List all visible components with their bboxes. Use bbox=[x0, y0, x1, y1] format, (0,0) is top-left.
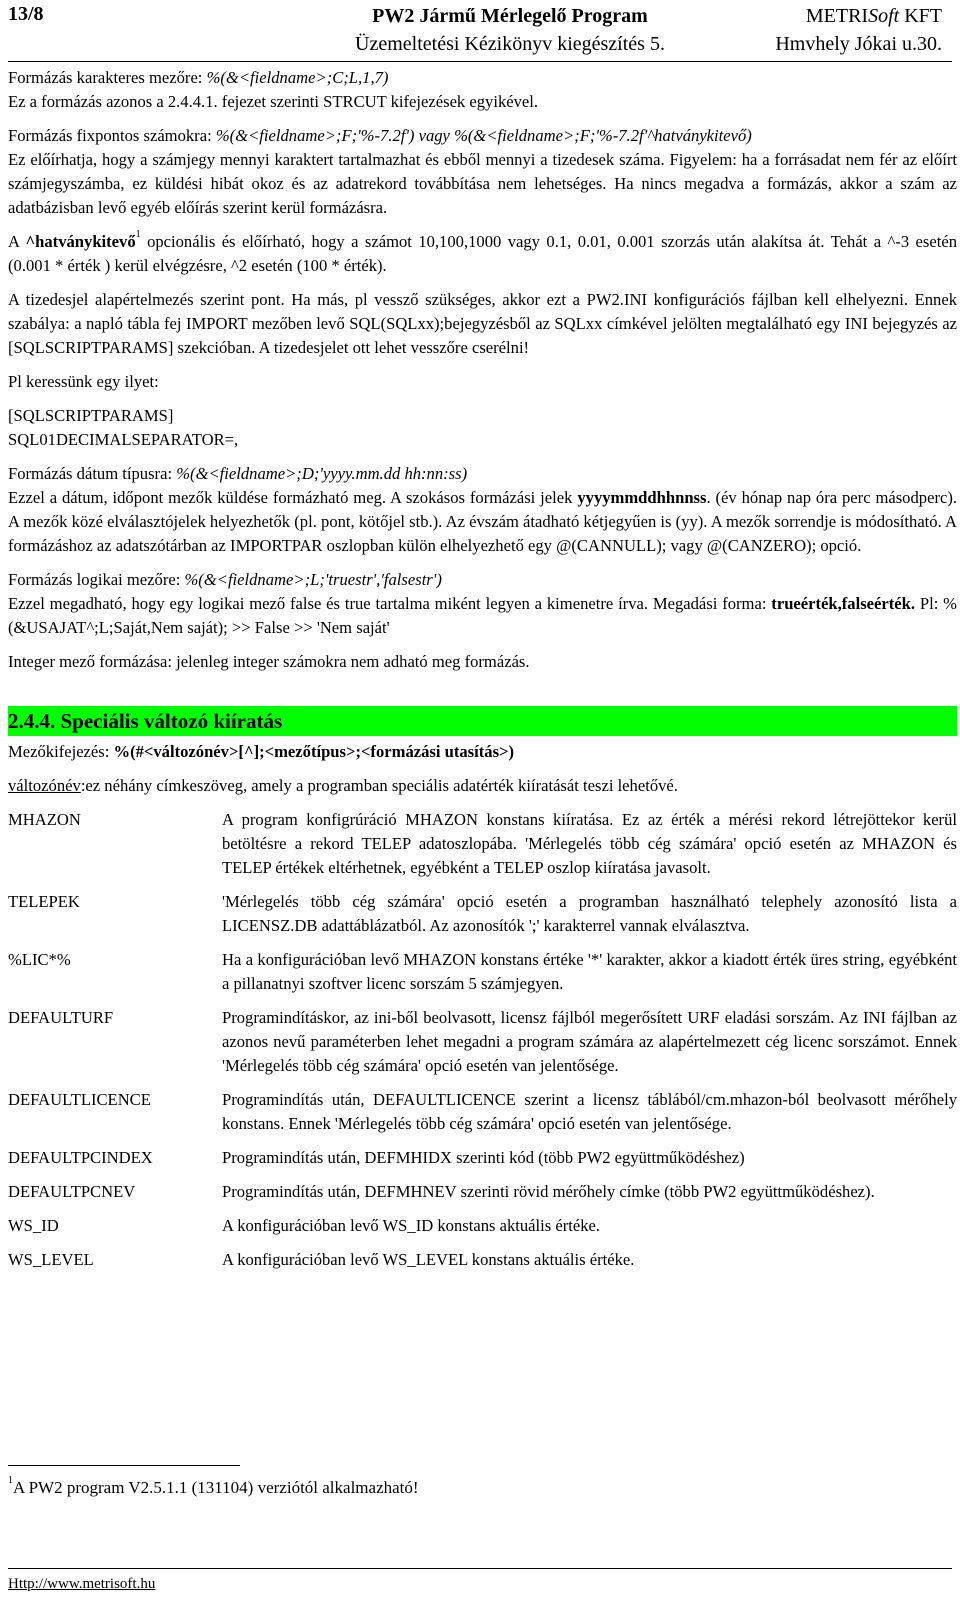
definition-row bbox=[8, 1088, 957, 1136]
fix-format-heading: Formázás fixpontos számokra: %(&<fieldname>;F;'%-7.2f') vagy %(&<fieldname>;F;'%-7.2f'^hatványkitevő) bbox=[8, 126, 752, 145]
company-address: Hmvhely Jókai u.30. bbox=[775, 33, 942, 55]
definition-row bbox=[8, 1214, 957, 1238]
document-title-block bbox=[340, 2, 680, 58]
logic-format-heading: Formázás logikai mezőre: %(&<fieldname>;L;'truestr','falsestr') bbox=[8, 570, 442, 589]
decimal-separator-paragraph: A tizedesjel alapértelmezés szerint pont. Ha más, pl vessző szükséges, akkor ezt a PW2.INI konfigurációs fájlban kell elhelyezni. Ennek szabálya: a napló tábla fej IMPORT mezőben levő SQL(SQLxx);bejegyzésből az SQLxx címkével jelölten megtalálható egy INI bejegyzés az [SQLSCRIPTPARAMS] szekcióban. A tizedesjelet ott lehet vesszőre cserélni! bbox=[8, 290, 957, 357]
char-format-desc: Ez a formázás azonos a 2.4.4.1. fejezet szerinti STRCUT kifejezések egyikével. bbox=[8, 92, 539, 111]
varname-line: változónév:ez néhány címkeszöveg, amely a programban speciális adatérték kiíratását teszi lehetővé. bbox=[8, 776, 678, 795]
definition-row bbox=[8, 1180, 957, 1204]
document-subtitle: Üzemeltetési Kézikönyv kiegészítés 5. bbox=[355, 33, 665, 55]
definition-row bbox=[8, 1248, 957, 1272]
definition-desc: A konfigurációban levő WS_ID konstans aktuális értéke. bbox=[222, 1216, 601, 1235]
definition-term: %LIC*% bbox=[8, 950, 71, 969]
definition-term: DEFAULTPCINDEX bbox=[8, 1148, 153, 1167]
date-format-heading: Formázás dátum típusra: %(&<fieldname>;D;'yyyy.mm.dd hh:nn:ss) bbox=[8, 464, 468, 483]
expression-line: Mezőkifejezés: %(#<változónév>[^];<mezőtípus>;<formázási utasítás>) bbox=[8, 742, 515, 761]
main-content bbox=[8, 66, 957, 1272]
definition-desc: Programindítás után, DEFMHNEV szerinti rövid mérőhely címke (több PW2 együttműködéshez). bbox=[222, 1182, 875, 1201]
section-heading: 2.4.4. Speciális változó kiíratás bbox=[8, 706, 957, 736]
definition-desc: Ha a konfigurációban levő MHAZON konstans értéke '*' karakter, akkor a kiadott érték üres string, egyébként a pillanatnyi szoftver licenc sorszám 5 számjegyen. bbox=[222, 950, 957, 993]
definition-row bbox=[8, 948, 957, 996]
website-link[interactable]: Http://www.metrisoft.hu bbox=[8, 1576, 156, 1592]
search-paragraph: Pl keressünk egy ilyet: bbox=[8, 372, 159, 391]
definition-term: WS_ID bbox=[8, 1216, 59, 1235]
ini-section-line: [SQLSCRIPTPARAMS] bbox=[8, 406, 174, 425]
definition-term: DEFAULTPCNEV bbox=[8, 1182, 136, 1201]
definition-desc: Programindításkor, az ini-ből beolvasott, licensz fájlból megerősített URF eladási sorszám. Az INI fájlban az azonos nevű paraméterben lehet megadni a program számára az alapértelmezett cég licenc sorszámot. Ennek 'Mérlegelés több cég számára' opció esetén van jelentősége. bbox=[222, 1008, 957, 1075]
definition-term: DEFAULTLICENCE bbox=[8, 1090, 151, 1109]
definition-term: TELEPEK bbox=[8, 892, 80, 911]
definition-desc: A program konfigrúráció MHAZON konstans kiíratása. Ez az érték a mérési rekord létrejöttekor kerül betöltésre a rekord TELEP adatoszlopába. 'Mérlegelés több cég számára' opció esetén az MHAZON és TELEP értékek eltérhetnek, egyébként a TELEP oszlop kiíratása javasolt. bbox=[222, 810, 957, 877]
definition-term: MHAZON bbox=[8, 810, 81, 829]
definition-row bbox=[8, 808, 957, 880]
char-format-heading: Formázás karakteres mezőre: %(&<fieldname>;C;L,1,7) bbox=[8, 68, 389, 87]
company-block bbox=[775, 2, 942, 58]
company-name: METRISoft KFT bbox=[805, 5, 942, 27]
page-number: 13/8 bbox=[8, 3, 44, 25]
definition-desc: Programindítás után, DEFAULTLICENCE szerint a licensz táblából/cm.mhazon-ból beolvasott mérőhely konstans. Ennek 'Mérlegelés több cég számára' opció esetén van jelentősége. bbox=[222, 1090, 957, 1133]
definition-term: DEFAULTURF bbox=[8, 1008, 114, 1027]
definition-term: WS_LEVEL bbox=[8, 1250, 94, 1269]
definition-list bbox=[8, 808, 957, 1272]
exponent-paragraph: A ^hatványkitevő$^1$ opcionális és előírható, hogy a számot 10,100,1000 vagy 0.1, 0.01, 0.001 szorzás után alakítsa át. Tehát a ^-3 esetén (0.001 * érték ) kerül elvégzésre, ^2 esetén (100 * érték). bbox=[8, 229, 958, 275]
definition-row bbox=[8, 1006, 957, 1078]
document-title: PW2 Jármű Mérlegelő Program bbox=[372, 5, 648, 27]
footer-divider bbox=[8, 1568, 952, 1569]
footnote: $^1$A PW2 program V2.5.1.1 (131104) verziótól alkalmazható! bbox=[8, 1475, 419, 1497]
definition-row bbox=[8, 890, 957, 938]
definition-desc: A konfigurációban levő WS_LEVEL konstans aktuális értéke. bbox=[222, 1250, 635, 1269]
logic-format-desc: Ezzel megadható, hogy egy logikai mező false és true tartalma miként legyen a kimenetre írva. Megadási forma: trueérték,falseérték. Pl: %(&USAJAT^;L;Saját,Nem saját); >> False >> 'Nem saját' bbox=[8, 594, 958, 637]
ini-param-line: SQL01DECIMALSEPARATOR=, bbox=[8, 430, 239, 449]
date-format-desc: Ezzel a dátum, időpont mezők küldése formázható meg. A szokásos formázási jelek yyyymmddhhnnss. (év hónap nap óra perc másodperc). A mezők közé elválasztójelek helyezhetők (pl. pont, kötőjel stb.). Az évszám átadható kétjegyűen is (yy). A mezők sorrendje is módosítható. A formázáshoz az adatszótárban az IMPORTPAR oszlopban külön elhelyezhető egy @(CANNULL); vagy @(CANZERO); opció. bbox=[8, 488, 958, 555]
fix-format-desc: Ez előírhatja, hogy a számjegy mennyi karaktert tartalmazhat és ebből mennyi a tizedesek száma. Figyelem: ha a forrásadat nem fér az előírt számjegyszámba, ez küldési hibát okoz és az adatrekord továbbítása nem lehetséges. Ha nincs megadva a formázás, akkor a szám az adatbázisban levő egyéb előírás szerint kerül formázásra. bbox=[8, 150, 957, 217]
footnote-divider bbox=[8, 1465, 240, 1466]
integer-format-paragraph: Integer mező formázása: jelenleg integer számokra nem adható meg formázás. bbox=[8, 652, 530, 671]
definition-desc: Programindítás után, DEFMHIDX szerinti kód (több PW2 együttműködéshez) bbox=[222, 1148, 745, 1167]
definition-row bbox=[8, 1146, 957, 1170]
header-divider bbox=[8, 61, 952, 62]
definition-desc: 'Mérlegelés több cég számára' opció esetén a programban használható telephely azonosító lista a LICENSZ.DB adattáblázatból. Az azonosítók ';' karakterrel vannak elválasztva. bbox=[222, 892, 957, 935]
